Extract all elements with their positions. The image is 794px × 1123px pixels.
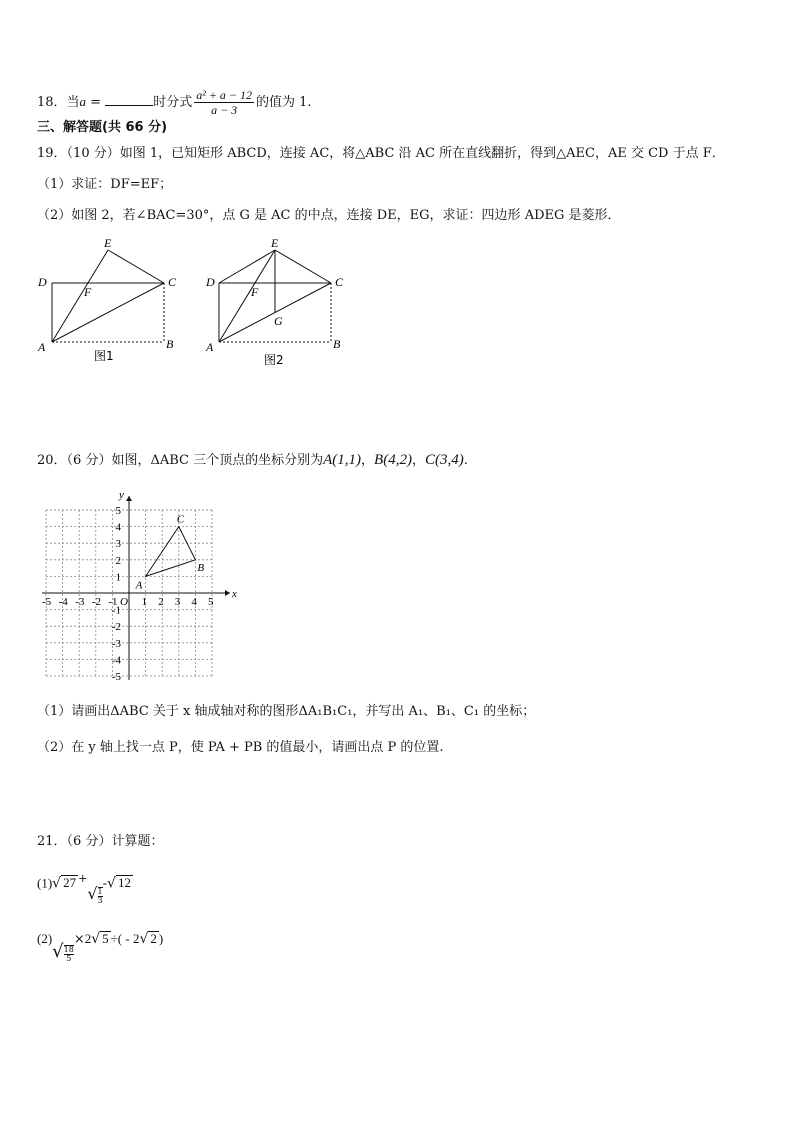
y-axis-label: y (119, 489, 124, 501)
fig2-caption: 图2 (264, 353, 284, 367)
q18-denominator: a − 3 (211, 103, 238, 117)
y-tick-label: -5 (111, 671, 121, 683)
fig2-label-b: B (333, 337, 341, 351)
y-tick-label: 3 (115, 538, 121, 551)
x-tick-label: 3 (174, 596, 181, 608)
radical-icon: √ (52, 875, 62, 892)
fig1-label-d: D (38, 275, 47, 289)
y-tick-label: -1 (111, 604, 121, 617)
x-tick-label: 2 (158, 596, 164, 608)
y-tick-label: -3 (111, 637, 121, 650)
x-tick-label: -2 (91, 596, 101, 608)
q21-p2-radicand: 5 (102, 931, 109, 946)
q20-sep2: ， (411, 453, 425, 468)
figure-1 (52, 250, 164, 342)
coordinate-grid (30, 485, 240, 685)
fig2-label-d: D (206, 275, 215, 289)
q19-stem: 19．（10 分）如图 1，已知矩形 ABCD，连接 AC，将△ABC 沿 AC 所在直线翻折，得到△AEC，AE 交 CD 于点 F． (37, 146, 725, 161)
fig1-label-a: A (38, 340, 46, 354)
q21-p2-frac-num: 18 (63, 944, 74, 954)
q18-eq: = (86, 95, 106, 110)
q21-p1-radicand1: 27 (63, 875, 77, 891)
x-axis-label: x (232, 588, 237, 600)
y-tick-label: 4 (115, 521, 121, 534)
q21-p2-radicand2: 2 (150, 931, 157, 946)
fig1-caption: 图1 (94, 349, 114, 363)
fig2-label-g: G (274, 314, 283, 328)
point-label-a: A (135, 579, 143, 592)
origin-label: O (120, 596, 128, 608)
q21-part2 (37, 928, 163, 965)
x-tick-label: -1 (108, 596, 118, 608)
q21-p2-coef: 2 (84, 931, 92, 946)
x-tick-label: -5 (42, 596, 52, 608)
q20-coord-c: C(3,4) (424, 452, 464, 468)
x-tick-label: 1 (141, 596, 148, 608)
q20-stem-prefix: 20．（6 分）如图，ΔABC 三个顶点的坐标分别为 (37, 453, 324, 468)
q21-p2-label: (2) (37, 931, 53, 946)
radical-icon: √ (107, 875, 116, 892)
q21-p1-label: (1) (37, 875, 53, 891)
q20-part2: （2）在 y 轴上找一点 P，使 PA + PB 的值最小，请画出点 P 的位置. (37, 740, 444, 755)
q20-coord-a: A(1,1) (323, 452, 362, 468)
point-label-b: B (197, 561, 205, 574)
q18-numerator: a² + a − 12 (196, 88, 253, 102)
figure-2 (219, 250, 331, 342)
q21-p1-minus: - (102, 876, 108, 892)
q21-p2-close: ) (158, 931, 164, 946)
question-18 (37, 88, 312, 117)
q21-p2-div: ÷( - 2 (110, 931, 140, 946)
fig2-label-a: A (206, 340, 214, 354)
q18-fraction (194, 88, 254, 117)
point-label-c: C (176, 513, 185, 526)
q21-p1-frac-den: 3 (97, 895, 103, 905)
q21-stem: 21．（6 分）计算题： (37, 834, 164, 849)
triangle-outline (146, 527, 196, 577)
x-axis-arrow-icon (225, 590, 230, 596)
fig2-label-e: E (271, 236, 279, 250)
q21-p1-plus: + (78, 872, 88, 885)
x-tick-label: 4 (191, 596, 197, 608)
q18-answer-blank[interactable] (105, 93, 153, 106)
fig2-label-c: C (335, 275, 344, 289)
q18-suffix: 的值为 1. (256, 95, 312, 110)
fig1-label-c: C (168, 275, 177, 289)
q21-p2-frac-den: 5 (66, 953, 72, 963)
q19-part1: （1）求证：DF=EF； (37, 177, 173, 192)
radical-icon: √ (52, 941, 64, 962)
fig1-label-e: E (104, 236, 112, 250)
q21-p2-times: × (73, 932, 85, 947)
q18-middle: 时分式 (153, 95, 193, 110)
q20-sep1: ， (361, 453, 375, 468)
q18-prefix: 18．当 (37, 95, 80, 110)
fig1-label-b: B (166, 337, 174, 351)
fig2-label-f: F (251, 285, 259, 299)
y-tick-label: 2 (115, 554, 121, 567)
radical-icon: √ (87, 884, 98, 904)
radical-icon: √ (139, 931, 149, 947)
q19-figures (30, 235, 390, 370)
fig1-label-f: F (84, 285, 92, 299)
x-tick-label: -4 (58, 596, 68, 608)
triangle-abc (135, 514, 205, 592)
x-tick-label: -3 (75, 596, 85, 608)
y-axis-arrow-icon (126, 496, 132, 501)
q18-var-a: a (79, 94, 87, 109)
q20-end: . (463, 453, 468, 468)
radical-icon: √ (91, 931, 101, 947)
y-tick-label: 1 (115, 571, 121, 584)
x-tick-label: 5 (208, 596, 214, 608)
section-3-title: 三、解答题(共 66 分) (37, 120, 168, 135)
y-tick-label: 5 (115, 505, 121, 517)
q21-p1-frac-root (87, 883, 102, 907)
y-tick-label: -4 (111, 654, 121, 667)
q20-part1: （1）请画出ΔABC 关于 x 轴成轴对称的图形ΔA₁B₁C₁，并写出 A₁、B₁、C₁ 的坐标； (37, 704, 536, 719)
question-20-stem (37, 451, 468, 470)
q21-p1-frac-num: 1 (97, 886, 103, 896)
q20-coord-b: B(4,2) (374, 452, 412, 468)
q21-p1-radicand3: 12 (117, 875, 131, 891)
q21-p2-frac (64, 945, 74, 963)
q21-p2-frac-root (52, 941, 74, 965)
y-tick-label: -2 (111, 621, 121, 634)
q19-part2: （2）如图 2，若∠BAC=30°，点 G 是 AC 的中点，连接 DE，EG，求证：四边形 ADEG 是菱形． (37, 208, 621, 223)
q21-part1 (37, 868, 133, 907)
